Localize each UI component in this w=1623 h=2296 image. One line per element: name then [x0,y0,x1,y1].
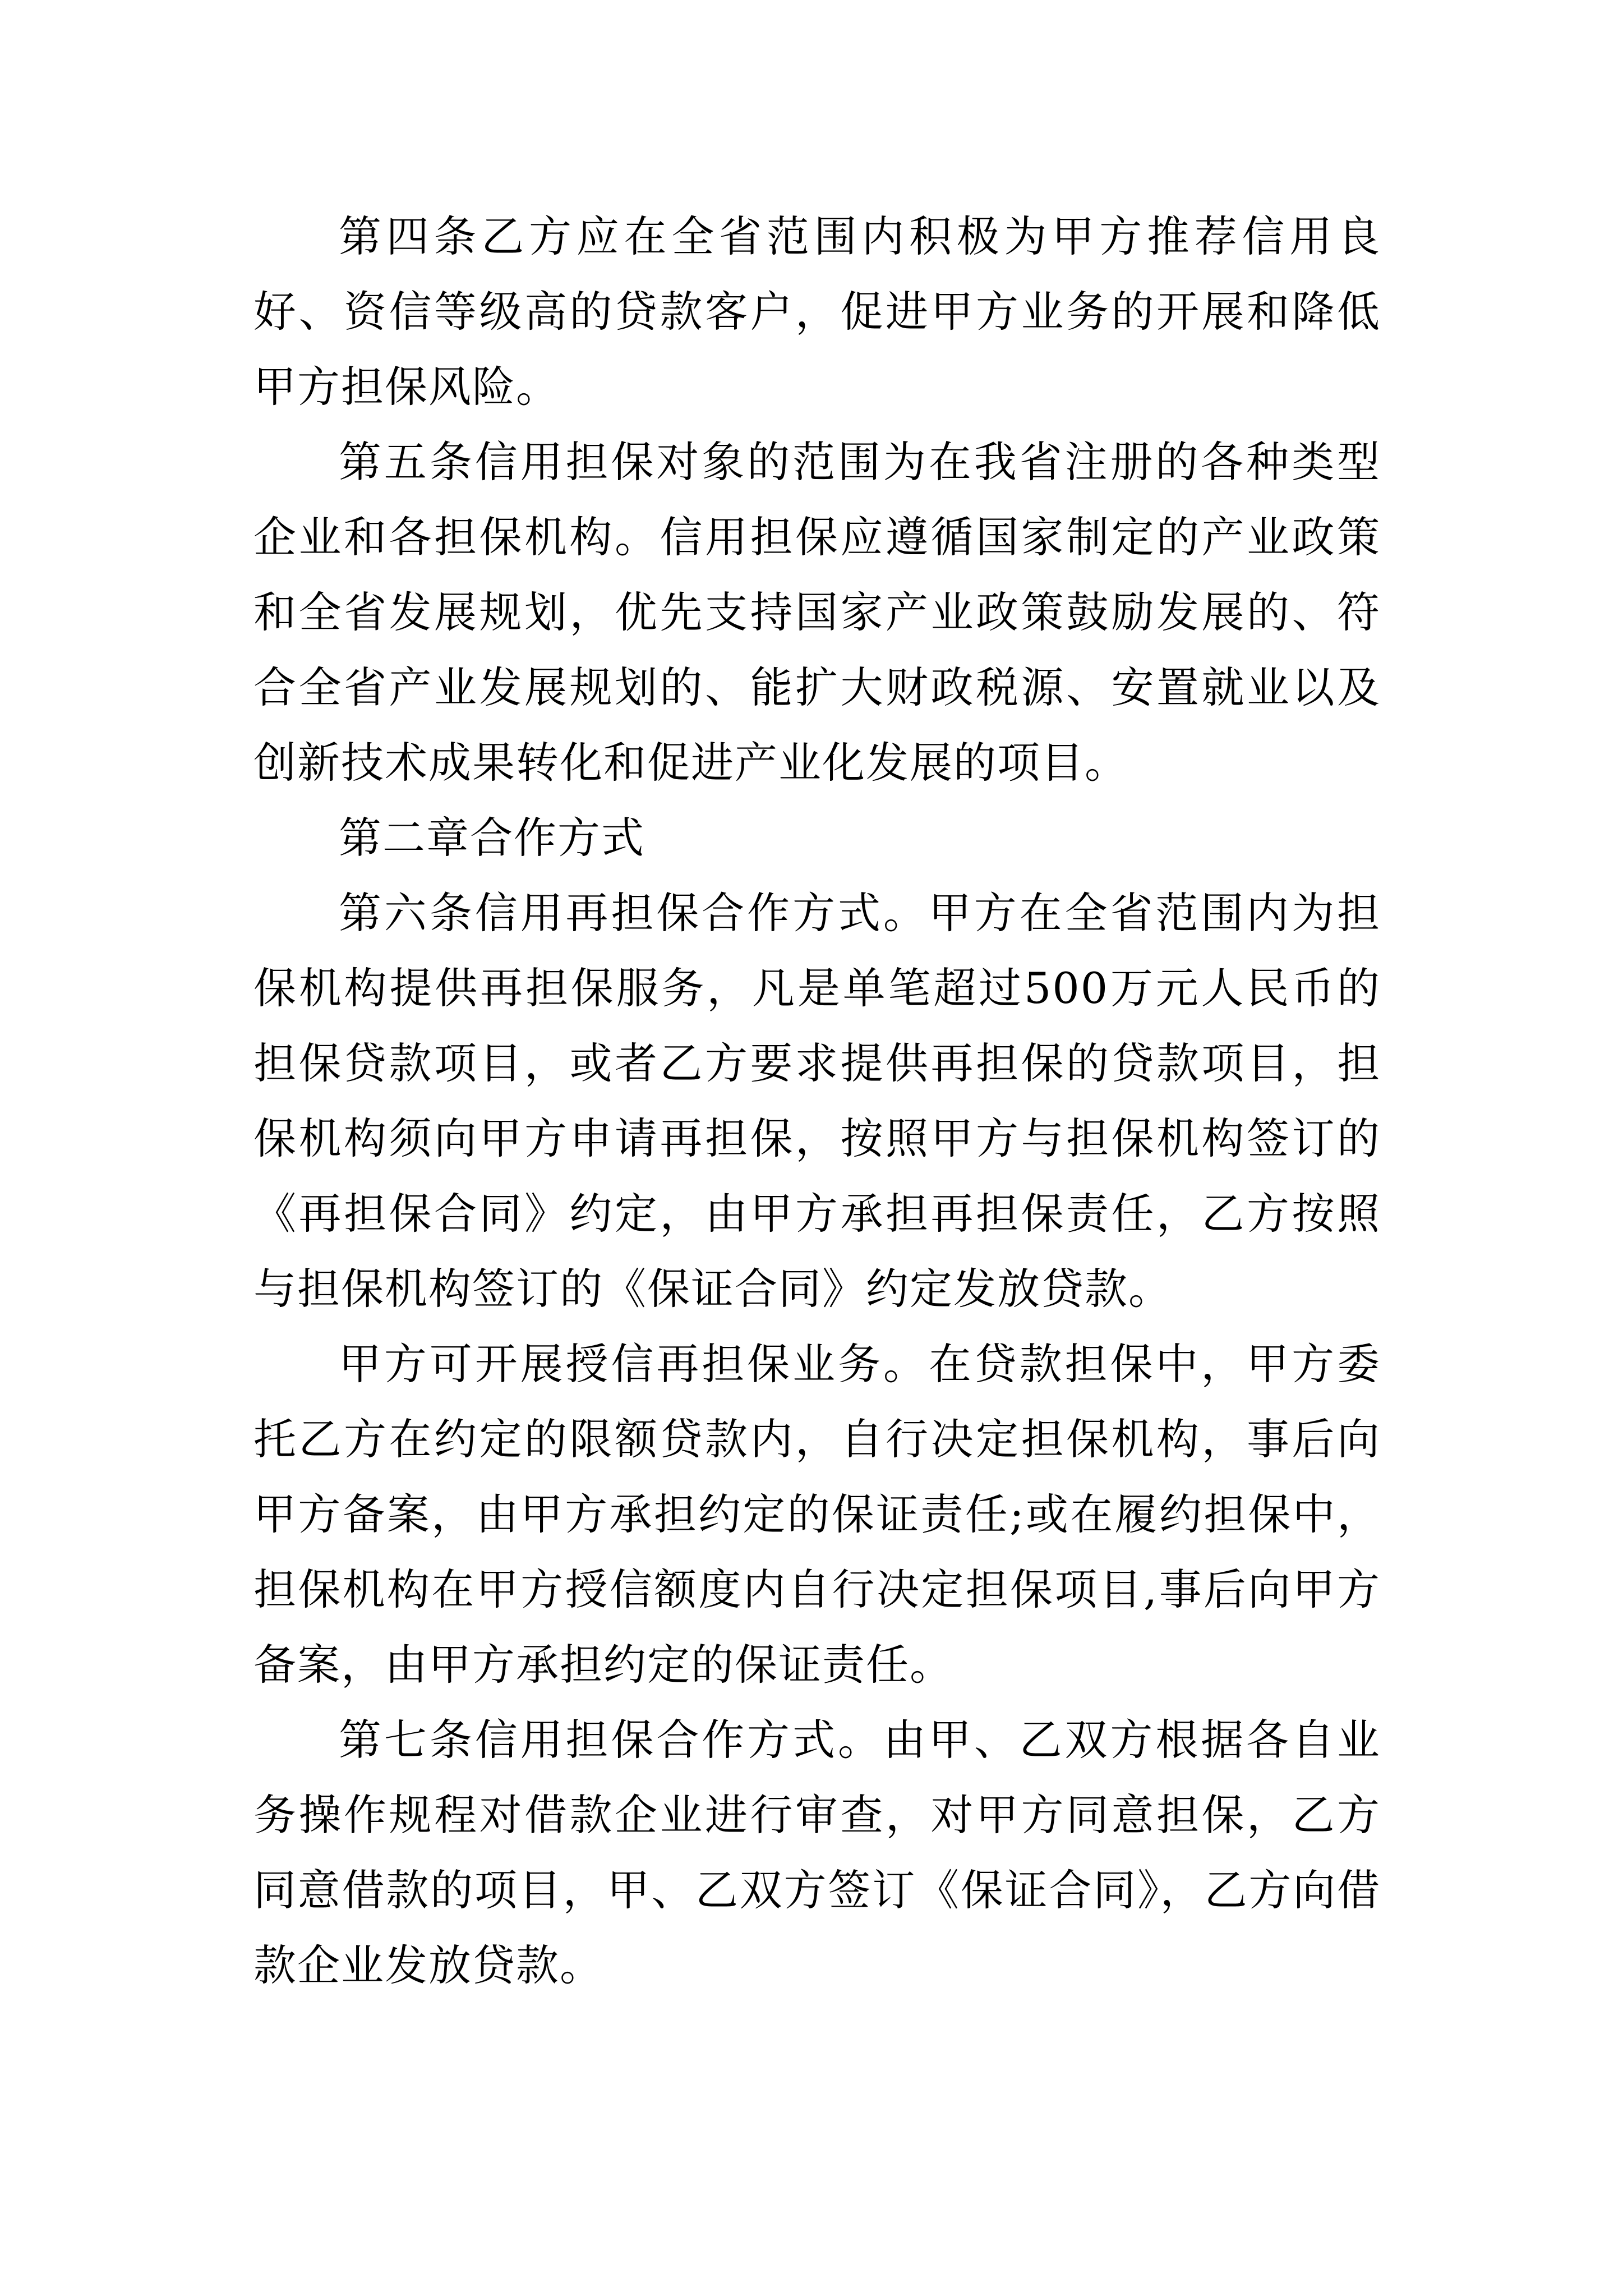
paragraph-article-7: 第七条信用担保合作方式。由甲、乙双方根据各自业务操作规程对借款企业进行审查，对甲方同意担保，乙方同意借款的项目，甲、乙双方签订《保证合同》，乙方向借款企业发放贷款。 [253,1715,1381,1990]
paragraph-article-5: 第五条信用担保对象的范围为在我省注册的各种类型企业和各担保机构。信用担保应遵循国家制定的产业政策和全省发展规划，优先支持国家产业政策鼓励发展的、符合全省产业发展规划的、能扩大财政税源、安置就业以及创新技术成果转化和促进产业化发展的项目。 [253,437,1381,788]
paragraph-credit-reguarantee: 甲方可开展授信再担保业务。在贷款担保中，甲方委托乙方在约定的限额贷款内，自行决定担保机构，事后向甲方备案，由甲方承担约定的保证责任;或在履约担保中，担保机构在甲方授信额度内自行决定担保项目,事后向甲方备案，由甲方承担约定的保证责任。 [253,1339,1381,1690]
paragraph-article-6: 第六条信用再担保合作方式。甲方在全省范围内为担保机构提供再担保服务，凡是单笔超过500万元人民币的担保贷款项目，或者乙方要求提供再担保的贷款项目，担保机构须向甲方申请再担保，按照甲方与担保机构签订的《再担保合同》约定，由甲方承担再担保责任，乙方按照与担保机构签订的《保证合同》约定发放贷款。 [253,888,1381,1314]
body-text [253,199,1381,2003]
paragraph-article-4: 第四条乙方应在全省范围内积极为甲方推荐信用良好、资信等级高的贷款客户，促进甲方业务的开展和降低甲方担保风险。 [253,211,1381,412]
chapter-2-heading: 第二章合作方式 [339,813,645,863]
